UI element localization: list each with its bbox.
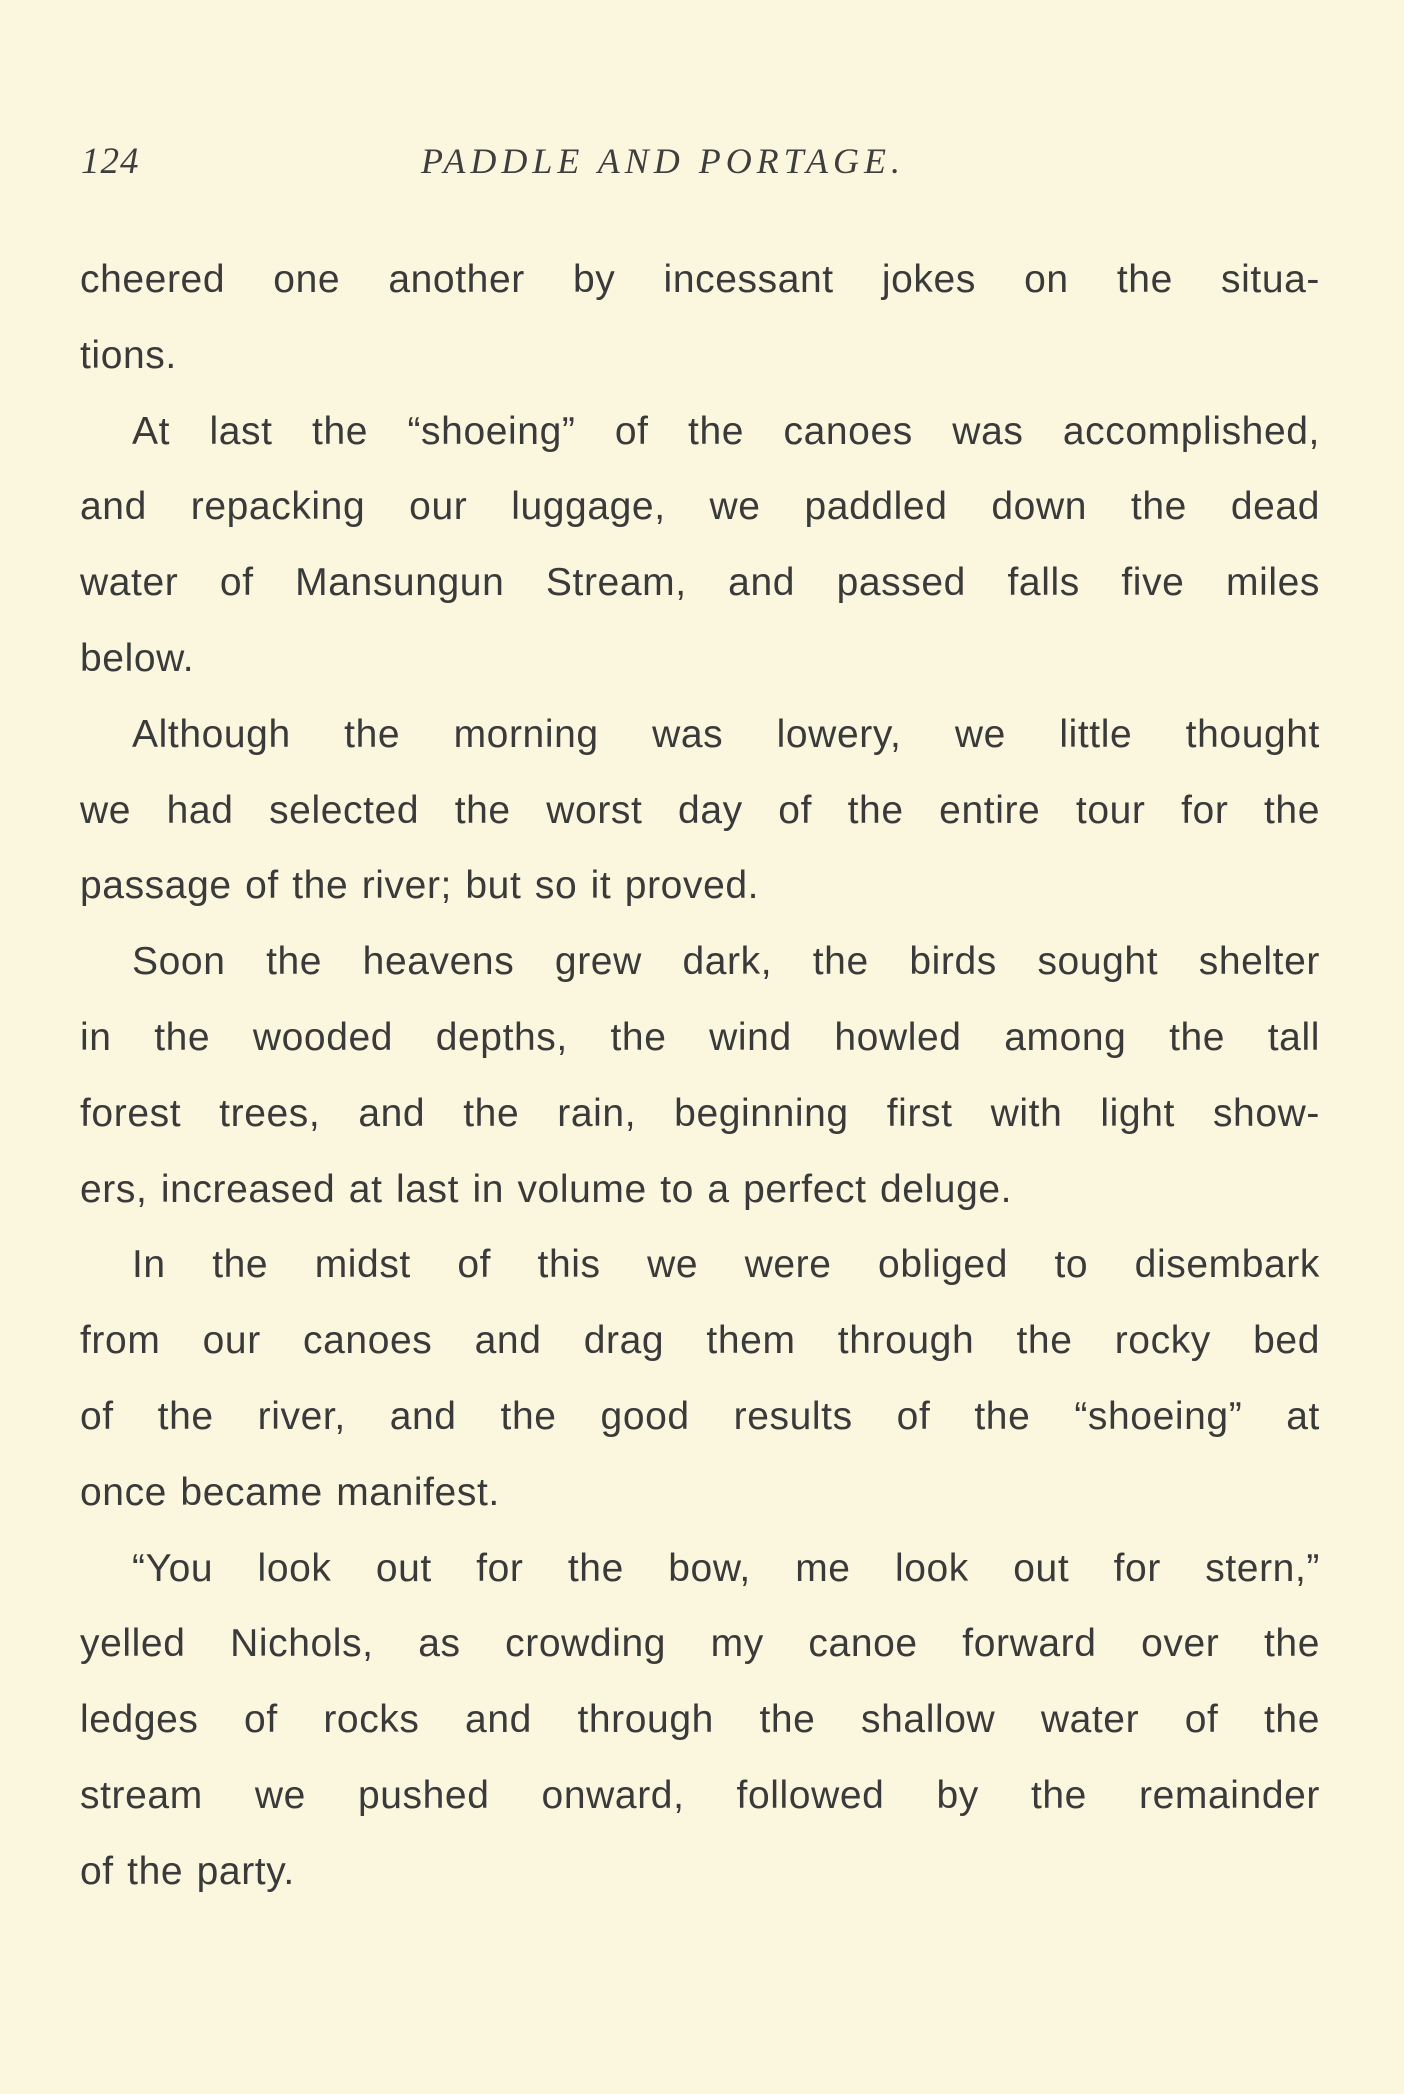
page-header [81,140,1321,200]
text-line: ledges of rocks and through the shallow water of the [80,1698,1320,1742]
text-line: At last the “shoeing” of the canoes was accomplished, [132,409,1320,453]
text-line: tions. [80,333,177,377]
text-line: Soon the heavens grew dark, the birds sought shelter [132,940,1320,984]
text-line: of the party. [80,1849,295,1893]
text-line: and repacking our luggage, we paddled down the dead [80,485,1320,529]
text-line: stream we pushed onward, followed by the remainder [80,1773,1320,1817]
text-line: “You look out for the bow, me look out for stern,” [132,1546,1320,1590]
text-line: ers, increased at last in volume to a perfect deluge. [80,1167,1013,1211]
text-line: yelled Nichols, as crowding my canoe forward over the [80,1622,1320,1666]
text-line: In the midst of this we were obliged to disembark [132,1243,1320,1287]
text-line: below. [80,636,195,680]
text-line: Although the morning was lowery, we little thought [132,712,1320,756]
text-line: once became manifest. [80,1470,500,1514]
text-line: in the wooded depths, the wind howled among the tall [80,1015,1320,1059]
text-line: forest trees, and the rain, beginning first with light show- [80,1091,1320,1135]
text-line: cheered one another by incessant jokes on the situa- [80,258,1320,301]
text-line: of the river, and the good results of the “shoeing” at [80,1394,1320,1438]
text-line: water of Mansungun Stream, and passed falls five miles [80,561,1320,605]
text-line: passage of the river; but so it proved. [80,864,760,908]
page-number: 124 [81,141,140,182]
body-text [80,242,1320,1910]
running-title: PADDLE AND PORTAGE. [421,141,906,181]
text-line: from our canoes and drag them through the rocky bed [80,1319,1320,1363]
text-line: we had selected the worst day of the entire tour for the [80,788,1320,832]
